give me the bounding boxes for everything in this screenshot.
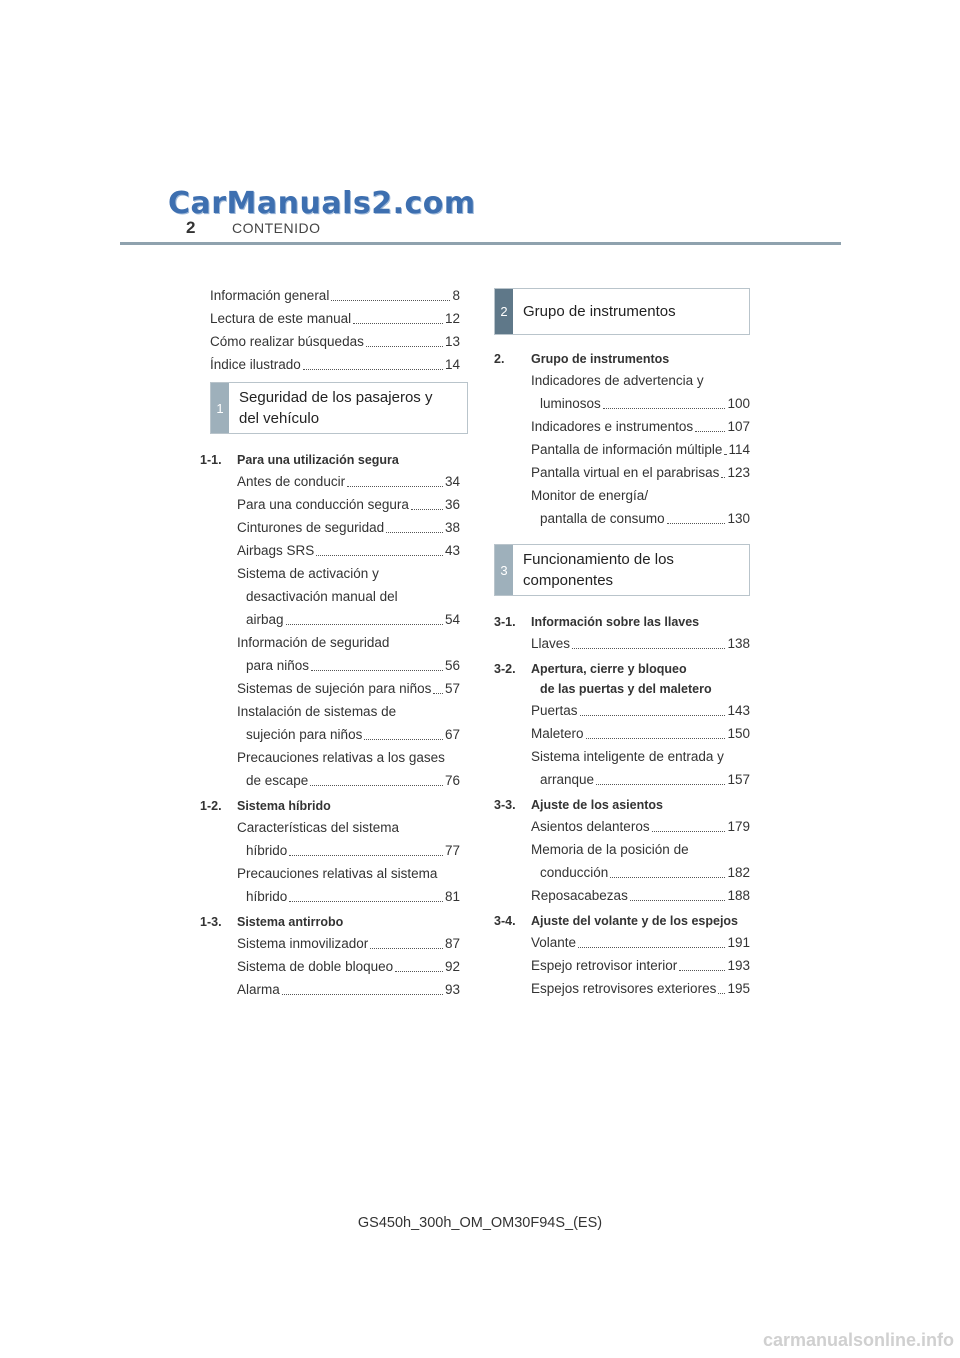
toc-entry-text: desactivación manual del bbox=[246, 589, 398, 604]
chapter-block bbox=[494, 795, 750, 907]
toc-page-number: 13 bbox=[444, 334, 460, 349]
toc-page-number: 107 bbox=[727, 419, 750, 434]
chapter-heading[interactable] bbox=[200, 796, 460, 816]
watermark-logo: CarManuals2.com bbox=[168, 186, 476, 221]
chapter-heading[interactable] bbox=[494, 612, 750, 632]
toc-entry-link[interactable] bbox=[237, 539, 460, 562]
section-title bbox=[513, 289, 686, 334]
toc-entry-text: luminosos bbox=[540, 396, 601, 411]
toc-entry-link[interactable] bbox=[237, 769, 460, 792]
toc-entry bbox=[494, 415, 750, 438]
toc-entry-text: Asientos delanteros bbox=[531, 819, 650, 834]
dot-leader bbox=[596, 783, 725, 785]
chapter-number: 2. bbox=[494, 352, 505, 366]
section-title-line: Seguridad de los pasajeros y bbox=[239, 389, 433, 406]
toc-entry-link[interactable] bbox=[210, 353, 460, 376]
toc-right-column bbox=[494, 288, 750, 1004]
toc-entry-link[interactable] bbox=[531, 722, 750, 745]
toc-entry-text: Antes de conducir bbox=[237, 474, 346, 489]
toc-entry-text: Volante bbox=[531, 935, 577, 950]
dot-leader bbox=[282, 993, 443, 995]
toc-page-number: 34 bbox=[444, 474, 460, 489]
toc-entry-text: Memoria de la posición de bbox=[531, 842, 689, 857]
section-1-chapters bbox=[200, 450, 460, 1001]
toc-page-number: 114 bbox=[728, 442, 750, 457]
toc-entry-text: pantalla de consumo bbox=[540, 511, 665, 526]
dot-leader bbox=[303, 368, 443, 370]
dot-leader bbox=[347, 485, 443, 487]
toc-entry-text: Espejos retrovisores exteriores bbox=[531, 981, 717, 996]
toc-page-number: 150 bbox=[727, 726, 750, 741]
toc-page-number: 56 bbox=[444, 658, 460, 673]
toc-entry-link[interactable] bbox=[210, 330, 460, 353]
toc-entry-link[interactable] bbox=[237, 955, 460, 978]
chapter-title bbox=[531, 911, 750, 931]
toc-page-number: 38 bbox=[444, 520, 460, 535]
toc-page-number: 179 bbox=[727, 819, 750, 834]
dot-leader bbox=[364, 738, 443, 740]
toc-entry bbox=[494, 461, 750, 484]
toc-entry-text: arranque bbox=[540, 772, 595, 787]
section-1-header[interactable] bbox=[210, 382, 468, 434]
chapter-title-line: Grupo de instrumentos bbox=[531, 352, 670, 366]
toc-entry bbox=[200, 562, 460, 631]
toc-page-number: 193 bbox=[727, 958, 750, 973]
chapter-number: 3-3. bbox=[494, 798, 516, 812]
toc-entry-text: Llaves bbox=[531, 636, 571, 651]
toc-entry-text: conducción bbox=[540, 865, 609, 880]
chapter-title bbox=[531, 659, 750, 699]
toc-entry-text: Lectura de este manual bbox=[210, 311, 352, 326]
dot-leader bbox=[572, 647, 725, 649]
toc-entry-link[interactable] bbox=[210, 284, 460, 307]
chapter-heading[interactable] bbox=[494, 795, 750, 815]
toc-entry bbox=[494, 838, 750, 884]
toc-entry bbox=[200, 470, 460, 493]
toc-page-number: 157 bbox=[727, 772, 750, 787]
chapter-block bbox=[200, 796, 460, 908]
chapter-title bbox=[237, 450, 460, 470]
toc-page-number: 67 bbox=[444, 727, 460, 742]
toc-page-number: 12 bbox=[444, 311, 460, 326]
chapter-block bbox=[200, 912, 460, 1001]
toc-entry-text: Sistema inteligente de entrada y bbox=[531, 749, 724, 764]
toc-entry bbox=[200, 816, 460, 862]
toc-entry-text: Cinturones de seguridad bbox=[237, 520, 385, 535]
chapter-block bbox=[494, 612, 750, 655]
toc-entry-text: Sistema de doble bloqueo bbox=[237, 959, 394, 974]
section-title bbox=[513, 545, 684, 595]
toc-page-number: 191 bbox=[727, 935, 750, 950]
toc-entry-link[interactable] bbox=[237, 978, 460, 1001]
toc-page-number: 54 bbox=[444, 612, 460, 627]
dot-leader bbox=[289, 900, 443, 902]
dot-leader bbox=[610, 876, 725, 878]
toc-entry bbox=[494, 632, 750, 655]
toc-entry-text: Cómo realizar búsquedas bbox=[210, 334, 364, 349]
chapter-block bbox=[494, 911, 750, 1000]
chapter-title-line: Para una utilización segura bbox=[237, 453, 399, 467]
toc-entry-text: Alarma bbox=[237, 982, 280, 997]
toc-entry bbox=[200, 631, 460, 677]
toc-page-number: 138 bbox=[727, 636, 750, 651]
chapter-number: 1-3. bbox=[200, 915, 222, 929]
toc-page-number: 76 bbox=[444, 773, 460, 788]
section-title-line: Funcionamiento de los bbox=[523, 551, 674, 568]
toc-entry-link[interactable] bbox=[531, 861, 750, 884]
toc-entry-text: airbag bbox=[246, 612, 284, 627]
toc-entry bbox=[494, 977, 750, 1000]
dot-leader bbox=[721, 476, 725, 478]
toc-entry-link[interactable] bbox=[531, 415, 750, 438]
toc-entry bbox=[200, 932, 460, 955]
chapter-title bbox=[237, 912, 460, 932]
dot-leader bbox=[411, 508, 443, 510]
section-title-line: Grupo de instrumentos bbox=[523, 303, 676, 320]
page-number: 2 bbox=[186, 218, 196, 237]
toc-entry-link[interactable] bbox=[237, 608, 460, 631]
toc-page-number: 143 bbox=[727, 703, 750, 718]
toc-entry-text: Pantalla de información múltiple bbox=[531, 442, 723, 457]
dot-leader bbox=[695, 430, 725, 432]
header-rule bbox=[120, 242, 841, 245]
dot-leader bbox=[586, 737, 726, 739]
chapter-title bbox=[531, 612, 750, 632]
chapter-title-line: Sistema antirrobo bbox=[237, 915, 344, 929]
dot-leader bbox=[316, 554, 443, 556]
dot-leader bbox=[667, 522, 726, 524]
dot-leader bbox=[310, 784, 443, 786]
toc-entry-text: Índice ilustrado bbox=[210, 357, 301, 372]
dot-leader bbox=[718, 992, 725, 994]
chapter-title-line: Sistema híbrido bbox=[237, 799, 331, 813]
toc-page-number: 188 bbox=[727, 888, 750, 903]
toc-entry bbox=[494, 369, 750, 415]
toc-entry-link[interactable] bbox=[531, 392, 750, 415]
toc-entry-text: Airbags SRS bbox=[237, 543, 315, 558]
chapter-number: 3-4. bbox=[494, 914, 516, 928]
toc-page-number: 14 bbox=[444, 357, 460, 372]
toc-page-number: 100 bbox=[727, 396, 750, 411]
toc-entry-link[interactable] bbox=[237, 932, 460, 955]
toc-entry-link[interactable] bbox=[237, 516, 460, 539]
dot-leader bbox=[395, 970, 443, 972]
toc-entry-text: Sistema inmovilizador bbox=[237, 936, 369, 951]
dot-leader bbox=[724, 453, 726, 455]
toc-entry-link[interactable] bbox=[237, 885, 460, 908]
chapter-number: 1-2. bbox=[200, 799, 222, 813]
dot-leader bbox=[289, 854, 443, 856]
dot-leader bbox=[580, 714, 726, 716]
toc-entry-text: Puertas bbox=[531, 703, 578, 718]
toc-entry-link[interactable] bbox=[531, 815, 750, 838]
chapter-title-line: Ajuste del volante y de los espejos bbox=[531, 914, 739, 928]
toc-entry-text: híbrido bbox=[246, 843, 288, 858]
toc-entry-text: de escape bbox=[246, 773, 309, 788]
toc-entry-text: Características del sistema bbox=[237, 820, 400, 835]
toc-entry-text: Reposacabezas bbox=[531, 888, 628, 903]
toc-entry-text: Precauciones relativas al sistema bbox=[237, 866, 438, 881]
toc-entry bbox=[494, 699, 750, 722]
dot-leader bbox=[386, 531, 443, 533]
toc-left-column bbox=[200, 284, 460, 1005]
toc-entry-text: Sistema de activación y bbox=[237, 566, 379, 581]
toc-entry-link[interactable] bbox=[531, 768, 750, 791]
toc-entry bbox=[200, 746, 460, 792]
chapter-block bbox=[494, 349, 750, 530]
chapter-title-line: Apertura, cierre y bloqueo bbox=[531, 662, 687, 676]
toc-entry-link[interactable] bbox=[237, 470, 460, 493]
toc-entry-text: Pantalla virtual en el parabrisas bbox=[531, 465, 720, 480]
toc-page-number: 130 bbox=[727, 511, 750, 526]
dot-leader bbox=[286, 623, 443, 625]
toc-page-number: 36 bbox=[444, 497, 460, 512]
dot-leader bbox=[353, 322, 443, 324]
chapter-heading[interactable] bbox=[494, 659, 750, 699]
toc-entry-text: Instalación de sistemas de bbox=[237, 704, 397, 719]
toc-page-number: 8 bbox=[452, 288, 460, 303]
dot-leader bbox=[652, 830, 726, 832]
toc-entry-text: Indicadores e instrumentos bbox=[531, 419, 694, 434]
dot-leader bbox=[311, 669, 443, 671]
toc-page-number: 81 bbox=[444, 889, 460, 904]
toc-entry bbox=[200, 516, 460, 539]
toc-entry-link[interactable] bbox=[531, 699, 750, 722]
toc-entry bbox=[494, 884, 750, 907]
chapter-block bbox=[494, 659, 750, 791]
section-3-chapters bbox=[494, 612, 750, 1000]
dot-leader bbox=[603, 407, 726, 409]
toc-entry bbox=[200, 677, 460, 700]
toc-page-number: 182 bbox=[727, 865, 750, 880]
toc-entry-link[interactable] bbox=[237, 493, 460, 516]
toc-entry bbox=[494, 722, 750, 745]
toc-entry-link[interactable] bbox=[531, 884, 750, 907]
toc-entry bbox=[494, 484, 750, 530]
toc-entry bbox=[200, 539, 460, 562]
document-code: GS450h_300h_OM_OM30F94S_(ES) bbox=[357, 1215, 603, 1231]
toc-entry-link[interactable] bbox=[531, 954, 750, 977]
toc-entry-text: Información general bbox=[210, 288, 330, 303]
dot-leader bbox=[370, 947, 443, 949]
toc-entry-text: Maletero bbox=[531, 726, 584, 741]
toc-entry-text: para niños bbox=[246, 658, 310, 673]
toc-entry bbox=[200, 493, 460, 516]
toc-page-number: 43 bbox=[444, 543, 460, 558]
toc-entry-text: Para una conducción segura bbox=[237, 497, 409, 512]
toc-page-number: 195 bbox=[727, 981, 750, 996]
toc-entry-text: Indicadores de advertencia y bbox=[531, 373, 704, 388]
section-title-line: componentes bbox=[523, 572, 614, 589]
dot-leader bbox=[630, 899, 726, 901]
toc-page-number: 87 bbox=[444, 936, 460, 951]
toc-entry bbox=[200, 978, 460, 1001]
chapter-heading[interactable] bbox=[494, 349, 750, 369]
toc-entry-text: híbrido bbox=[246, 889, 288, 904]
section-title-line: del vehículo bbox=[239, 410, 320, 427]
watermark-footer: carmanualsonline.info bbox=[762, 1330, 954, 1350]
toc-entry-text: Monitor de energía/ bbox=[531, 488, 649, 503]
dot-leader bbox=[433, 692, 443, 694]
toc-entry bbox=[200, 955, 460, 978]
toc-entry bbox=[200, 700, 460, 746]
toc-entry-link[interactable] bbox=[531, 507, 750, 530]
chapter-title bbox=[237, 796, 460, 816]
dot-leader bbox=[331, 299, 450, 301]
toc-page-number: 57 bbox=[444, 681, 460, 696]
toc-entry-link[interactable] bbox=[237, 654, 460, 677]
toc-entry-text: Precauciones relativas a los gases bbox=[237, 750, 445, 765]
toc-entry-text: Espejo retrovisor interior bbox=[531, 958, 678, 973]
section-3-header[interactable] bbox=[494, 544, 750, 596]
toc-entry-link[interactable] bbox=[531, 438, 750, 461]
intro-list bbox=[210, 284, 460, 376]
chapter-title bbox=[531, 795, 750, 815]
toc-entry bbox=[494, 815, 750, 838]
toc-entry-link[interactable] bbox=[531, 977, 750, 1000]
page-title: CONTENIDO bbox=[232, 220, 321, 236]
toc-entry-text: Sistemas de sujeción para niños bbox=[237, 681, 432, 696]
chapter-title-line: de las puertas y del maletero bbox=[540, 682, 712, 696]
toc-entry bbox=[200, 862, 460, 908]
toc-entry-link[interactable] bbox=[237, 677, 460, 700]
chapter-heading[interactable] bbox=[200, 912, 460, 932]
chapter-heading[interactable] bbox=[494, 911, 750, 931]
section-number-badge: 2 bbox=[495, 289, 513, 334]
toc-entry-text: Información de seguridad bbox=[237, 635, 390, 650]
section-number-badge: 3 bbox=[495, 545, 513, 595]
toc-entry-link[interactable] bbox=[531, 632, 750, 655]
section-number-badge: 1 bbox=[211, 383, 229, 433]
chapter-title-line: Información sobre las llaves bbox=[531, 615, 700, 629]
chapter-title-line: Ajuste de los asientos bbox=[531, 798, 663, 812]
dot-leader bbox=[366, 345, 443, 347]
toc-entry-link[interactable] bbox=[237, 723, 460, 746]
section-2-chapters bbox=[494, 349, 750, 530]
dot-leader bbox=[578, 946, 725, 948]
toc-entry bbox=[494, 954, 750, 977]
section-2-header[interactable] bbox=[494, 288, 750, 335]
dot-leader bbox=[679, 969, 725, 971]
chapter-number: 1-1. bbox=[200, 453, 222, 467]
toc-entry-link[interactable] bbox=[210, 307, 460, 330]
chapter-number: 3-2. bbox=[494, 662, 516, 676]
toc-page-number: 93 bbox=[444, 982, 460, 997]
toc-page-number: 77 bbox=[444, 843, 460, 858]
section-title bbox=[229, 383, 442, 433]
toc-entry bbox=[494, 438, 750, 461]
toc-entry-link[interactable] bbox=[531, 931, 750, 954]
chapter-title bbox=[531, 349, 750, 369]
toc-entry bbox=[494, 931, 750, 954]
toc-entry bbox=[494, 745, 750, 791]
chapter-heading[interactable] bbox=[200, 450, 460, 470]
toc-page-number: 123 bbox=[727, 465, 750, 480]
toc-entry-text: sujeción para niños bbox=[246, 727, 363, 742]
toc-page-number: 92 bbox=[444, 959, 460, 974]
toc-entry-link[interactable] bbox=[531, 461, 750, 484]
toc-entry-link[interactable] bbox=[237, 839, 460, 862]
chapter-block bbox=[200, 450, 460, 792]
chapter-number: 3-1. bbox=[494, 615, 516, 629]
